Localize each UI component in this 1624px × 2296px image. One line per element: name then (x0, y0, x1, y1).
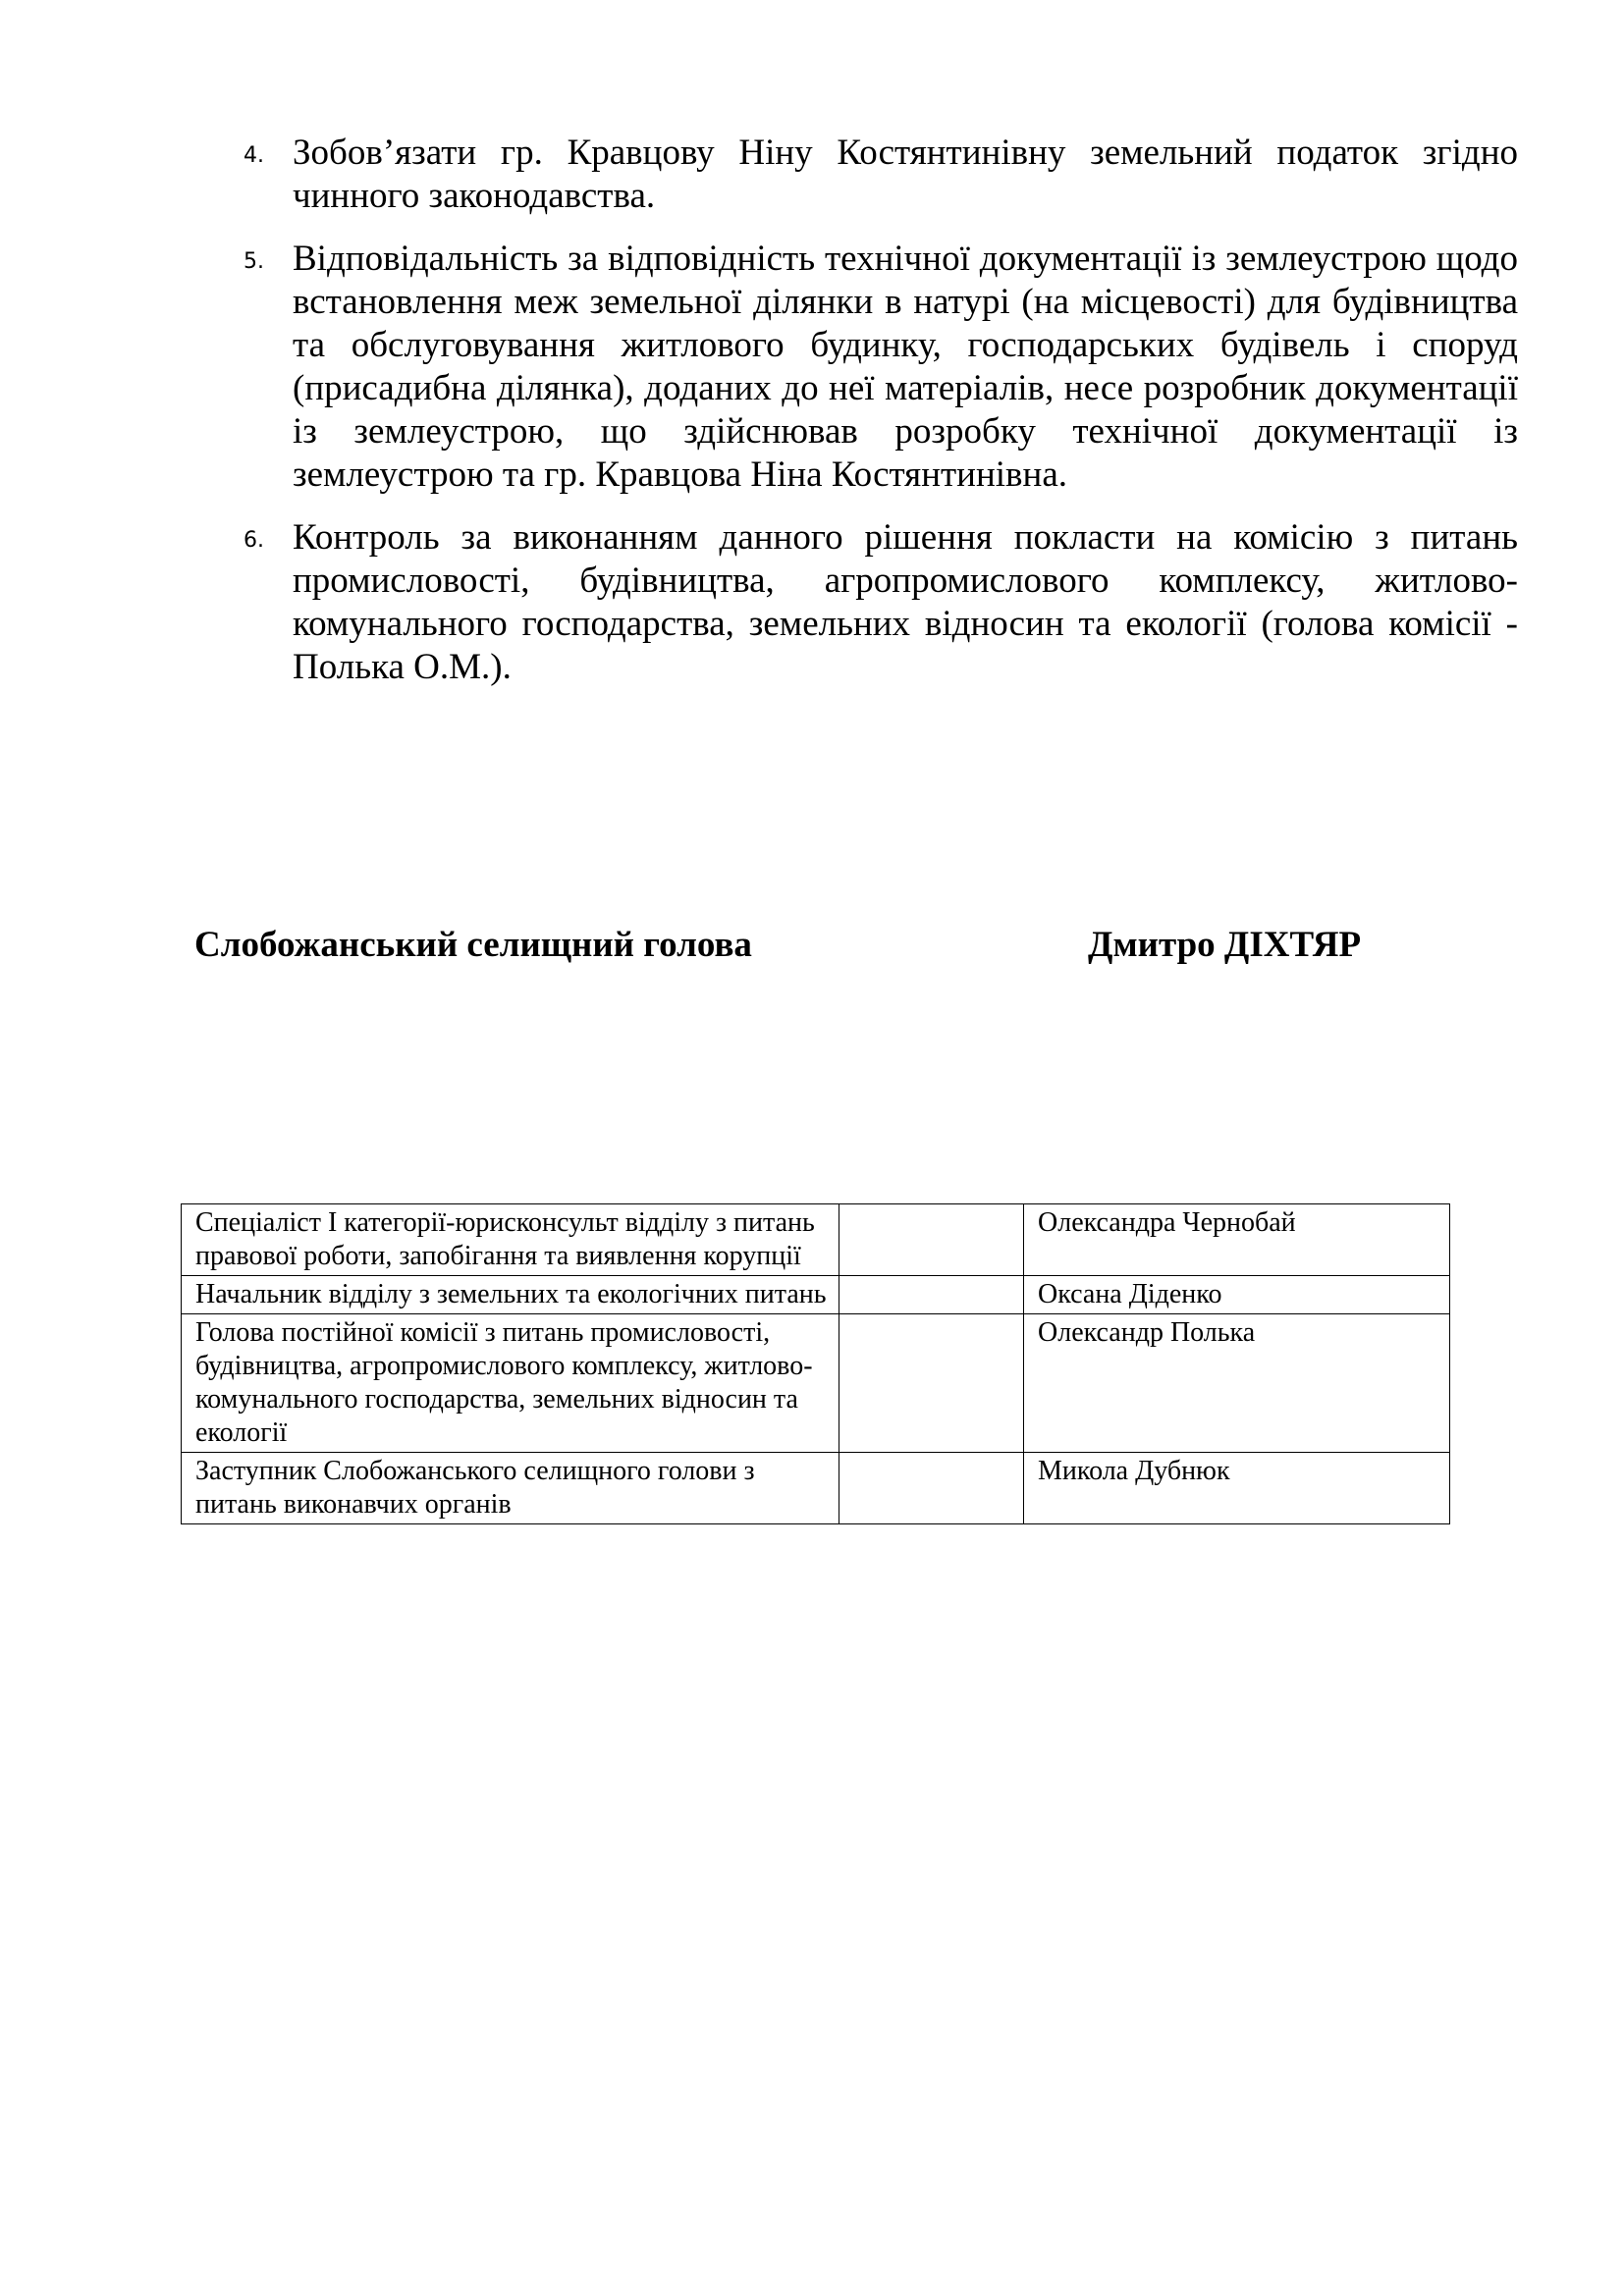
signature-cell (839, 1204, 1024, 1276)
signature-block (194, 921, 1432, 970)
table-row (182, 1204, 1450, 1276)
approver-position-cell: Заступник Слобожанського селищного голови з питань виконавчих органів (182, 1453, 839, 1524)
list-item-number: 4. (244, 143, 264, 168)
approver-name-cell: Олександр Полька (1024, 1314, 1450, 1453)
signature-cell (839, 1453, 1024, 1524)
signature-cell (839, 1276, 1024, 1314)
numbered-list (244, 132, 1518, 709)
list-item-text: Зобов’язати гр. Кравцову Ніну Костянтинівну земельний податок згідно чинного законодавства. (293, 133, 1518, 216)
approver-position-cell: Спеціаліст I категорії-юрисконсульт відділу з питань правової роботи, запобігання та виявлення корупції (182, 1204, 839, 1276)
approval-table (181, 1203, 1450, 1524)
approver-name-cell: Оксана Діденко (1024, 1276, 1450, 1314)
signature-name: Дмитро ДІХТЯР (1088, 925, 1362, 965)
list-item (244, 516, 1518, 689)
signature-cell (839, 1314, 1024, 1453)
list-item-text: Контроль за виконанням данного рішення покласти на комісію з питань промисловості, будівництва, агропромислового комплексу, житлово-комунального господарства, земельних відносин та екології (голова комісії - Полька О.М.). (293, 517, 1518, 687)
list-item-text: Відповідальність за відповідність технічної документації із землеустрою щодо встановлення меж земельної ділянки в натурі (на місцевості) для будівництва та обслуговування житлового будинку, господарських будівель і споруд (присадибна ділянка), доданих до неї матеріалів, несе розробник документації із землеустрою, що здійснював розробку технічної документації із землеустрою та гр. Кравцова Ніна Костянтинівна. (293, 239, 1518, 495)
approver-position-cell: Голова постійної комісії з питань промисловості, будівництва, агропромислового комплексу, житлово-комунального господарства, земельних відносин та екології (182, 1314, 839, 1453)
approver-position-cell: Начальник відділу з земельних та екологічних питань (182, 1276, 839, 1314)
list-item-number: 5. (244, 249, 264, 274)
list-item (244, 238, 1518, 497)
list-item-number: 6. (244, 528, 264, 553)
signature-position: Слобожанський селищний голова (194, 925, 752, 965)
table-row (182, 1314, 1450, 1453)
table-row (182, 1453, 1450, 1524)
approver-name-cell: Олександра Чернобай (1024, 1204, 1450, 1276)
list-item (244, 132, 1518, 218)
table-row (182, 1276, 1450, 1314)
approver-name-cell: Микола Дубнюк (1024, 1453, 1450, 1524)
